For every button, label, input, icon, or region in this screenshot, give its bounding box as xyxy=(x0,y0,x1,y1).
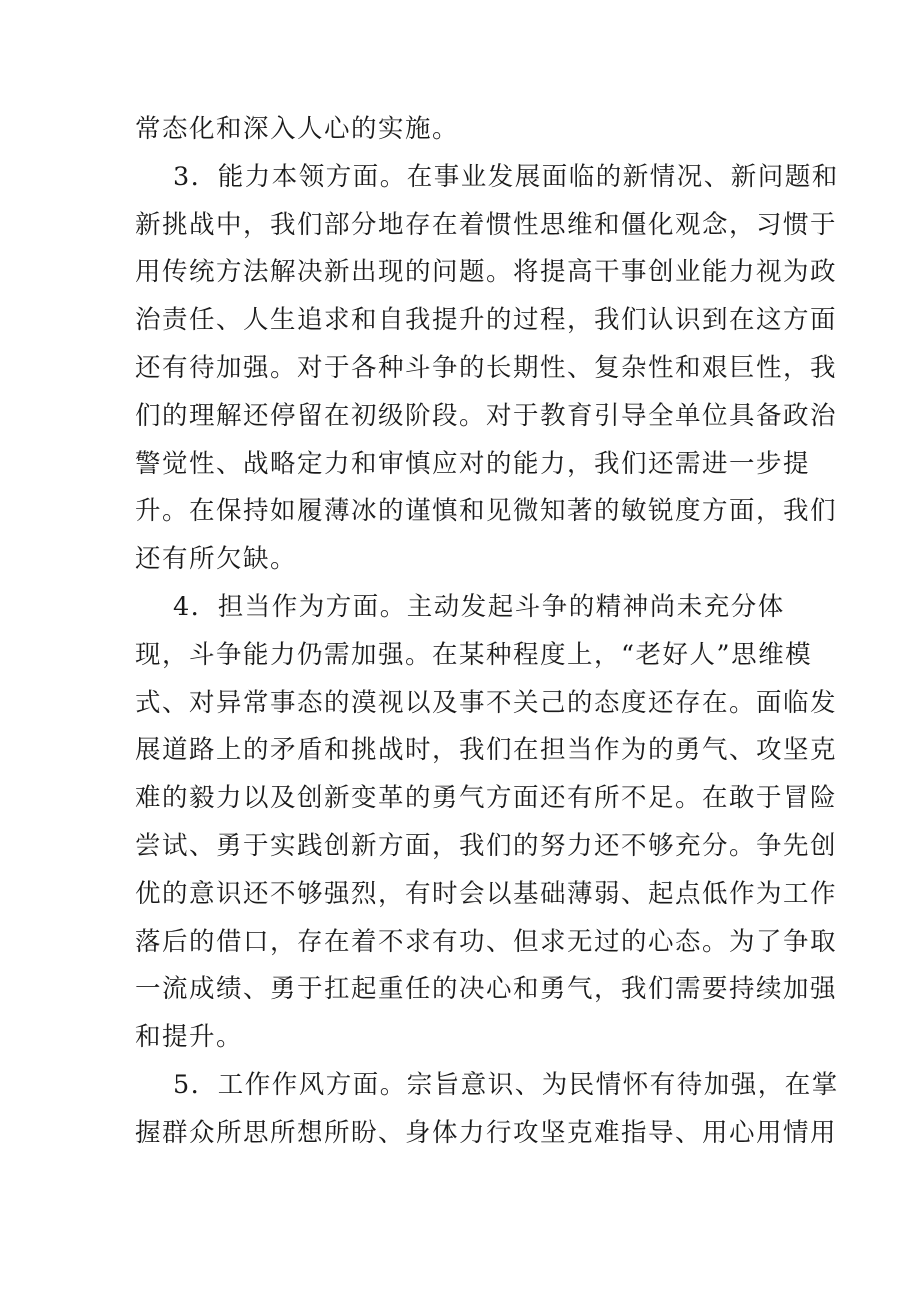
text-line: 尝试、勇于实践创新方面，我们的努力还不够充分。争先创 xyxy=(135,830,838,861)
text-line: 治责任、人生追求和自我提升的过程，我们认识到在这方面 xyxy=(135,305,838,336)
text-line: 3．能力本领方面。在事业发展面临的新情况、新问题和 xyxy=(173,161,839,192)
text-line: 展道路上的矛盾和挑战时，我们在担当作为的勇气、攻坚克 xyxy=(135,735,838,766)
text-line: 们的理解还停留在初级阶段。对于教育引导全单位具备政治 xyxy=(135,400,838,431)
text-line: 还有所欠缺。 xyxy=(135,544,298,575)
text-line: 现，斗争能力仍需加强。在某种程度上，“老好人”思维模 xyxy=(135,639,813,670)
text-line: 警觉性、战略定力和审慎应对的能力，我们还需进一步提 xyxy=(135,448,811,479)
text-line: 握群众所思所想所盼、身体力行攻坚克难指导、用心用情用 xyxy=(135,1117,838,1148)
text-line: 新挑战中，我们部分地存在着惯性思维和僵化观念，习惯于 xyxy=(135,209,838,240)
text-line: 式、对异常事态的漠视以及事不关己的态度还存在。面临发 xyxy=(135,687,838,718)
text-line: 升。在保持如履薄冰的谨慎和见微知著的敏锐度方面，我们 xyxy=(135,496,838,527)
document-page xyxy=(135,106,839,1158)
text-line: 落后的借口，存在着不求有功、但求无过的心态。为了争取 xyxy=(135,926,838,957)
text-line: 4．担当作为方面。主动发起斗争的精神尚未充分体 xyxy=(173,591,785,622)
text-line: 用传统方法解决新出现的问题。将提高干事创业能力视为政 xyxy=(135,257,838,288)
text-line: 和提升。 xyxy=(135,1022,244,1053)
text-line: 还有待加强。对于各种斗争的长期性、复杂性和艰巨性，我 xyxy=(135,352,838,383)
text-line: 常态化和深入人心的实施。 xyxy=(135,114,460,144)
text-line: 一流成绩、勇于扛起重任的决心和勇气，我们需要持续加强 xyxy=(135,974,838,1005)
text-line: 5．工作作风方面。宗旨意识、为民情怀有待加强，在掌 xyxy=(173,1069,839,1100)
text-line: 难的毅力以及创新变革的勇气方面还有所不足。在敢于冒险 xyxy=(135,783,838,814)
text-line: 优的意识还不够强烈，有时会以基础薄弱、起点低作为工作 xyxy=(135,878,838,909)
